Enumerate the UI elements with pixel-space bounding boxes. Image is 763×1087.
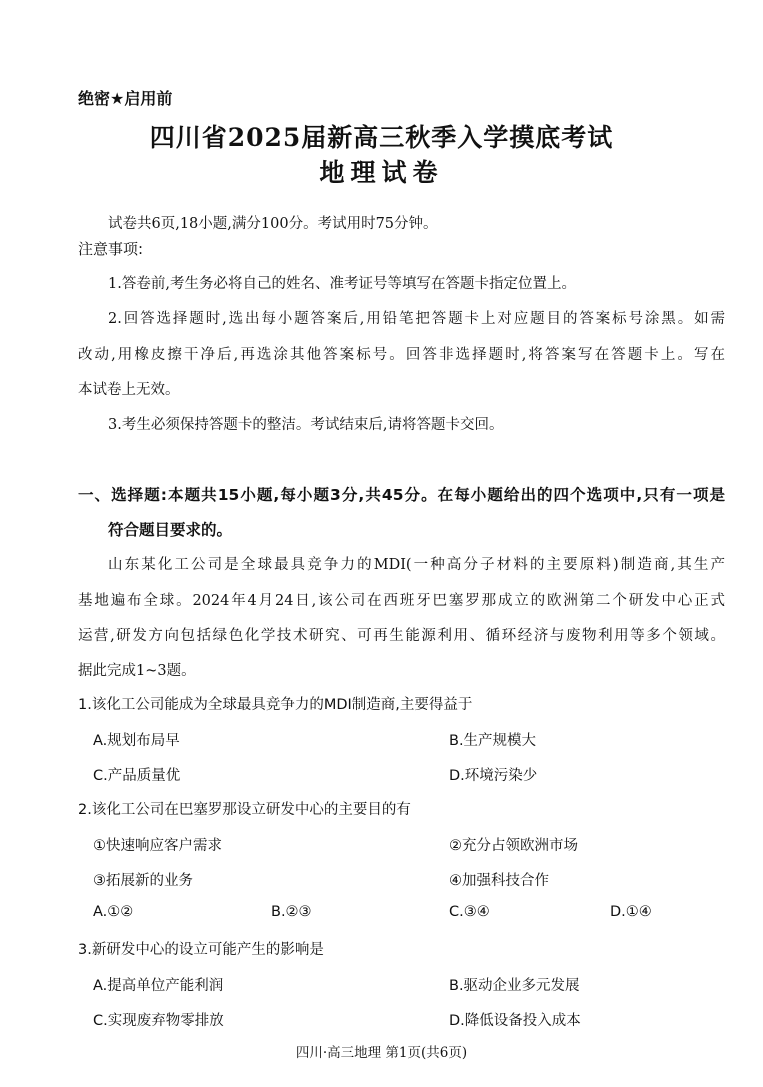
section-1-heading-line-2: 符合题目要求的。 bbox=[108, 521, 233, 539]
exam-title: 四川省2025届新高三秋季入学摸底考试 bbox=[149, 123, 614, 152]
material-line-1: 山东某化工公司是全球最具竞争力的MDI(一种高分子材料的主要原料)制造商,其生产 bbox=[108, 557, 725, 573]
confidential-label: 绝密★启用前 bbox=[78, 89, 173, 108]
question-2-option-a: A.①② bbox=[93, 904, 134, 920]
note-2-line-2: 改动,用橡皮擦干净后,再选涂其他答案标号。回答非选择题时,将答案写在答题卡上。写在 bbox=[78, 347, 725, 363]
question-1-option-c: C.产品质量优 bbox=[93, 768, 181, 784]
notes-heading: 注意事项: bbox=[78, 240, 144, 258]
question-3-option-d: D.降低设备投入成本 bbox=[449, 1013, 581, 1029]
question-2-statement-2: ②充分占领欧洲市场 bbox=[449, 838, 578, 854]
material-line-4: 据此完成1~3题。 bbox=[78, 663, 196, 679]
question-2-stem: 2.该化工公司在巴塞罗那设立研发中心的主要目的有 bbox=[78, 802, 411, 818]
question-3-option-a: A.提高单位产能利润 bbox=[93, 978, 224, 994]
question-2-statement-3: ③拓展新的业务 bbox=[93, 873, 193, 889]
question-2-option-d: D.①④ bbox=[610, 904, 652, 920]
question-3-option-b: B.驱动企业多元发展 bbox=[449, 978, 580, 994]
page-footer: 四川·高三地理 第1页(共6页) bbox=[295, 1045, 468, 1061]
question-3-option-c: C.实现废弃物零排放 bbox=[93, 1013, 224, 1029]
material-line-2: 基地遍布全球。2024年4月24日,该公司在西班牙巴塞罗那成立的欧洲第二个研发中心正式 bbox=[78, 593, 725, 609]
question-2-option-b: B.②③ bbox=[271, 904, 312, 920]
question-3-stem: 3.新研发中心的设立可能产生的影响是 bbox=[78, 942, 324, 958]
exam-subtitle: 地理试卷 bbox=[319, 158, 444, 187]
question-1-option-d: D.环境污染少 bbox=[449, 768, 538, 784]
section-1-heading-line-1: 一、选择题:本题共15小题,每小题3分,共45分。在每小题给出的四个选项中,只有一项是 bbox=[78, 486, 725, 504]
note-1: 1.答卷前,考生务必将自己的姓名、准考证号等填写在答题卡指定位置上。 bbox=[108, 276, 576, 292]
question-1-option-b: B.生产规模大 bbox=[449, 733, 537, 749]
note-3: 3.考生必须保持答题卡的整洁。考试结束后,请将答题卡交回。 bbox=[108, 417, 504, 433]
note-2-line-1: 2.回答选择题时,选出每小题答案后,用铅笔把答题卡上对应题目的答案标号涂黑。如需 bbox=[108, 311, 725, 327]
question-2-statement-4: ④加强科技合作 bbox=[449, 873, 549, 889]
question-2-option-c: C.③④ bbox=[449, 904, 490, 920]
exam-info: 试卷共6页,18小题,满分100分。考试用时75分钟。 bbox=[108, 216, 438, 232]
note-2-line-3: 本试卷上无效。 bbox=[78, 382, 180, 398]
question-1-stem: 1.该化工公司能成为全球最具竞争力的MDI制造商,主要得益于 bbox=[78, 697, 473, 713]
material-line-3: 运营,研发方向包括绿色化学技术研究、可再生能源利用、循环经济与废物利用等多个领域。 bbox=[78, 628, 725, 644]
question-2-statement-1: ①快速响应客户需求 bbox=[93, 838, 222, 854]
question-1-option-a: A.规划布局早 bbox=[93, 733, 180, 749]
